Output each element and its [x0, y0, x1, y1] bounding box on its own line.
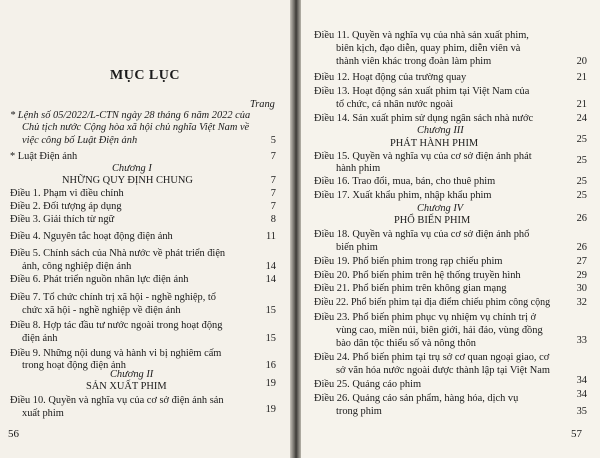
toc-page-number: 19: [265, 378, 276, 389]
toc-entry-text: Điều 23. Phổ biến phim phục vụ nhiệm vụ chính trị ở: [314, 312, 536, 323]
book-gutter: [290, 0, 301, 458]
chapter-title: PHỔ BIẾN PHIM: [394, 215, 471, 226]
toc-entry-text: Điều 9. Những nội dung và hành vi bị nghiêm cấm: [10, 348, 222, 359]
toc-entry-text: trong hoạt động điện ảnh: [22, 360, 126, 371]
page-folio: 57: [571, 428, 582, 440]
toc-page-number: 21: [576, 72, 587, 83]
toc-page-number: 26: [576, 213, 587, 224]
toc-page-number: 14: [265, 261, 276, 272]
toc-entry-text: Điều 7. Tổ chức chính trị xã hội - nghề nghiệp, tổ: [10, 292, 216, 303]
toc-title: MỤC LỤC: [110, 68, 180, 83]
toc-entry-text: Điều 19. Phổ biến phim trong rạp chiếu phim: [314, 256, 503, 267]
chapter-label: Chương I: [112, 163, 152, 174]
toc-page-number: 15: [265, 305, 276, 316]
toc-page-number: 24: [576, 113, 587, 124]
toc-page-number: 29: [576, 270, 587, 281]
toc-entry-text: bào dân tộc thiểu số và nông thôn: [336, 338, 476, 349]
toc-page-number: 25: [576, 134, 587, 145]
toc-entry-text: việc công bố Luật Điện ảnh: [22, 135, 138, 146]
toc-entry-text: điện ảnh: [22, 333, 58, 344]
chapter-label: Chương II: [110, 369, 154, 380]
toc-page-number: 34: [576, 375, 587, 386]
page-folio: 56: [8, 428, 19, 440]
toc-entry-text: biên kịch, đạo diễn, quay phim, diễn viên và: [336, 43, 521, 54]
toc-entry-text: Điều 3. Giải thích từ ngữ: [10, 214, 115, 225]
toc-entry-text: Điều 6. Phát triển nguồn nhân lực điện ảnh: [10, 274, 189, 285]
toc-entry-text: biến phim: [336, 242, 378, 253]
toc-entry-text: Điều 2. Đối tượng áp dụng: [10, 201, 122, 212]
toc-page-number: 34: [576, 389, 587, 400]
toc-entry-text: xuất phim: [22, 408, 64, 419]
toc-entry-text: Điều 4. Nguyên tắc hoạt động điện ảnh: [10, 231, 173, 242]
chapter-title: PHÁT HÀNH PHIM: [390, 138, 479, 149]
toc-entry-text: Điều 11. Quyền và nghĩa vụ của nhà sản xuất phim,: [314, 30, 529, 41]
toc-page-number: 20: [576, 56, 587, 67]
toc-entry-text: Điều 12. Hoạt động của trường quay: [314, 72, 467, 83]
toc-page-number: 16: [265, 360, 276, 371]
toc-page-number: 8: [270, 214, 276, 225]
toc-entry-text: Điều 13. Hoạt động sản xuất phim tại Việt Nam của: [314, 86, 530, 97]
toc-entry-text: Điều 18. Quyền và nghĩa vụ của cơ sở điện ảnh phổ: [314, 229, 530, 240]
toc-page-number: 35: [576, 406, 587, 417]
chapter-label: Chương IV: [417, 203, 464, 214]
toc-entry-text: Điều 5. Chính sách của Nhà nước về phát triển điện: [10, 248, 226, 259]
toc-entry-text: Chủ tịch nước Cộng hòa xã hội chủ nghĩa Việt Nam về: [22, 122, 250, 133]
toc-entry-text: Điều 22. Phổ biến phim tại địa điểm chiếu phim công cộng: [314, 297, 551, 308]
toc-page-number: 32: [576, 297, 587, 308]
toc-entry-text: Điều 10. Quyền và nghĩa vụ của cơ sở điện ảnh sản: [10, 395, 224, 406]
toc-entry-text: Điều 20. Phổ biến phim trên hệ thống truyền hình: [314, 270, 521, 281]
toc-page-number: 27: [576, 256, 587, 267]
toc-entry-text: vùng cao, miền núi, biên giới, hải đảo, vùng đồng: [336, 325, 543, 336]
page-column-label: Trang: [250, 99, 275, 110]
toc-page-number: 7: [270, 201, 276, 212]
toc-page-number: 7: [270, 151, 276, 162]
toc-entry-text: tổ chức, cá nhân nước ngoài: [336, 99, 454, 110]
toc-entry-text: thành viên khác trong đoàn làm phim: [336, 56, 492, 67]
chapter-label: Chương III: [417, 125, 464, 136]
toc-entry-text: sở văn hóa nước ngoài được thành lập tại Việt Nam: [336, 365, 550, 376]
toc-entry-text: ảnh, công nghiệp điện ảnh: [22, 261, 132, 272]
toc-page-number: 7: [270, 188, 276, 199]
toc-entry-text: Điều 24. Phổ biến phim tại trụ sở cơ quan ngoại giao, cơ: [314, 352, 550, 363]
left-page: [0, 0, 290, 458]
toc-page-number: 11: [265, 231, 276, 242]
toc-entry-text: Điều 25. Quảng cáo phim: [314, 379, 422, 390]
chapter-title: NHỮNG QUY ĐỊNH CHUNG: [62, 175, 193, 186]
toc-page-number: 26: [576, 242, 587, 253]
toc-entry-text: trong phim: [336, 406, 382, 417]
toc-entry-text: Điều 26. Quảng cáo sản phẩm, hàng hóa, dịch vụ: [314, 393, 519, 404]
toc-entry-text: Điều 1. Phạm vi điều chỉnh: [10, 188, 124, 199]
toc-page-number: 33: [576, 335, 587, 346]
toc-entry-text: Điều 8. Hợp tác đầu tư nước ngoài trong hoạt động: [10, 320, 223, 331]
toc-entry-text: Điều 21. Phổ biến phim trên không gian mạng: [314, 283, 507, 294]
toc-entry-text: Điều 16. Trao đổi, mua, bán, cho thuê phim: [314, 176, 496, 187]
toc-entry-text: Điều 17. Xuất khẩu phim, nhập khẩu phim: [314, 190, 492, 201]
toc-entry-text: chức xã hội - nghề nghiệp về điện ảnh: [22, 305, 181, 316]
toc-entry-text: * Lệnh số 05/2022/L-CTN ngày 28 tháng 6 năm 2022 của: [10, 110, 251, 121]
toc-page-number: 14: [265, 274, 276, 285]
toc-page-number: 15: [265, 333, 276, 344]
toc-page-number: 7: [270, 175, 276, 186]
toc-page-number: 25: [576, 155, 587, 166]
toc-entry-text: hành phim: [336, 163, 381, 174]
toc-page-number: 25: [576, 176, 587, 187]
toc-page-number: 25: [576, 190, 587, 201]
toc-page-number: 5: [270, 135, 276, 146]
toc-page-number: 21: [576, 99, 587, 110]
toc-entry-text: Điều 15. Quyền và nghĩa vụ của cơ sở điện ảnh phát: [314, 151, 532, 162]
toc-entry-text: Điều 14. Sản xuất phim sử dụng ngân sách nhà nước: [314, 113, 534, 124]
toc-page-number: 30: [576, 283, 587, 294]
chapter-title: SẢN XUẤT PHIM: [86, 381, 167, 392]
toc-page-number: 19: [265, 404, 276, 415]
right-page: [301, 0, 600, 458]
toc-entry-text: * Luật Điện ảnh: [10, 151, 78, 162]
